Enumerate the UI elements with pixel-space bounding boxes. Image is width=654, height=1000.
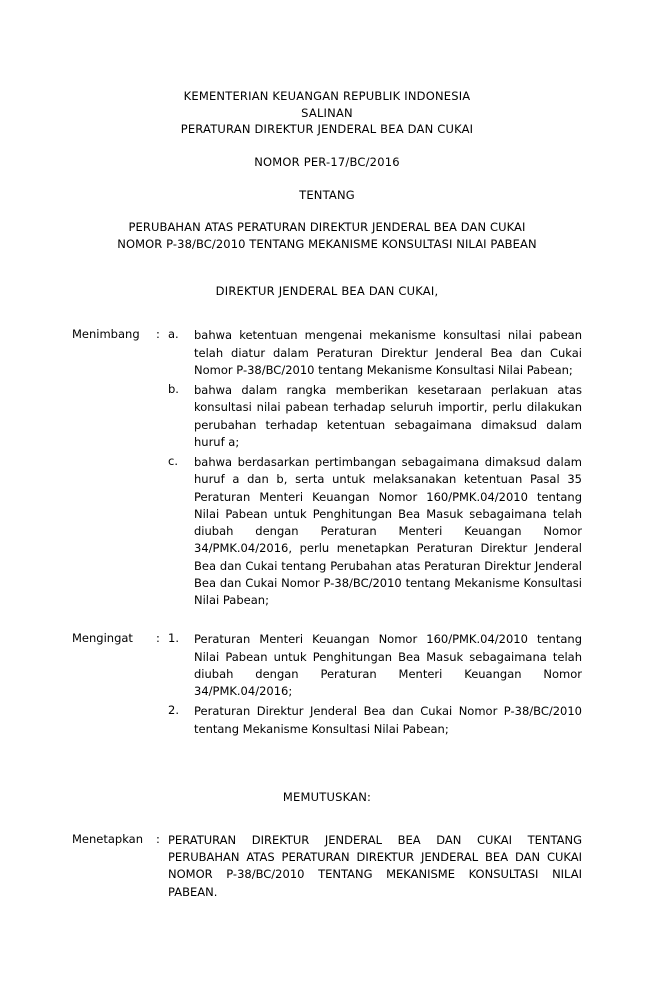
- spacer: [72, 203, 582, 219]
- spacer: [72, 299, 582, 321]
- regulation-number: NOMOR PER-17/BC/2016: [254, 155, 400, 170]
- remembering-item-1: [72, 631, 582, 703]
- considering-colon: :: [156, 327, 160, 342]
- spacer: [72, 609, 582, 625]
- spacer-cell: [72, 382, 156, 454]
- item-text: bahwa berdasarkan pertimbangan sebagaimana dimaksud dalam huruf a dan b, serta untuk melaksanakan ketentuan Pasal 35 Peraturan Menteri Keuangan Nomor 160/PMK.04/2010 tentang Nilai Pabean untuk Penghitungan Bea Masuk sebagaimana telah diubah dengan Peraturan Menteri Keuangan Nomor 34/PMK.04/2016, perlu menetapkan Peraturan Direktur Jenderal Bea dan Cukai tentang Perubahan atas Peraturan Direktur Jenderal Bea dan Cukai Nomor P-38/BC/2010 tentang Mekanisme Konsultasi Nilai Pabean;: [194, 455, 582, 608]
- spacer-cell: [72, 703, 156, 738]
- item-text: bahwa ketentuan mengenai mekanisme konsultasi nilai pabean telah diatur dalam Peraturan Direktur Jenderal Bea dan Cukai Nomor P-38/BC/2010 tentang Mekanisme Konsultasi Nilai Pabean;: [194, 328, 582, 377]
- item-marker: a.: [168, 327, 179, 342]
- considering-label: Menimbang: [72, 327, 140, 342]
- considering-item-c: [72, 454, 582, 609]
- considering-section: [72, 327, 582, 609]
- stipulating-section: [72, 832, 582, 901]
- regulation-title-line-1: PERUBAHAN ATAS PERATURAN DIREKTUR JENDERAL BEA DAN CUKAI: [128, 220, 526, 235]
- item-text: bahwa dalam rangka memberikan kesetaraan perlakuan atas konsultasi nilai pabean terhadap seluruh importir, perlu dilakukan perubahan terhadap ketentuan sebagaimana dimaksud dalam huruf a;: [194, 383, 582, 449]
- about-label: TENTANG: [299, 187, 355, 202]
- spacer-cell: [72, 454, 156, 609]
- document-header: [72, 88, 582, 299]
- spacer: [72, 804, 582, 832]
- spacer: [72, 138, 582, 154]
- copy-mark: SALINAN: [301, 105, 353, 120]
- spacer: [72, 738, 582, 790]
- item-marker: 2.: [168, 703, 179, 718]
- remembering-section: [72, 631, 582, 738]
- stipulating-label: Menetapkan: [72, 831, 144, 846]
- item-marker: b.: [168, 382, 179, 397]
- spacer: [72, 253, 582, 283]
- item-text: Peraturan Direktur Jenderal Bea dan Cukai Nomor P-38/BC/2010 tentang Mekanisme Konsultasi Nilai Pabean;: [194, 704, 582, 736]
- decision-heading: MEMUTUSKAN:: [282, 789, 372, 804]
- remembering-label: Mengingat: [72, 631, 133, 646]
- considering-item-a: [72, 327, 582, 382]
- item-marker: c.: [168, 454, 178, 469]
- considering-item-b: [72, 382, 582, 454]
- stipulating-colon: :: [156, 831, 160, 846]
- stipulating-text: PERATURAN DIREKTUR JENDERAL BEA DAN CUKAI TENTANG PERUBAHAN ATAS PERATURAN DIREKTUR JENDERAL BEA DAN CUKAI NOMOR P-38/BC/2010 TENTANG MEKANISME KONSULTASI NILAI PABEAN.: [168, 832, 582, 899]
- spacer-cell: [156, 454, 168, 609]
- issuer-title: DIREKTUR JENDERAL BEA DAN CUKAI,: [215, 283, 439, 298]
- stipulating-row: [72, 832, 582, 901]
- spacer-cell: [156, 382, 168, 454]
- item-text: Peraturan Menteri Keuangan Nomor 160/PMK.04/2010 tentang Nilai Pabean untuk Penghitungan Bea Masuk sebagaimana telah diubah dengan Peraturan Menteri Keuangan Nomor 34/PMK.04/2016;: [194, 632, 582, 699]
- spacer: [72, 171, 582, 187]
- remembering-colon: :: [156, 631, 160, 646]
- regulation-type: PERATURAN DIREKTUR JENDERAL BEA DAN CUKAI: [180, 122, 474, 137]
- regulation-title-line-2: NOMOR P-38/BC/2010 TENTANG MEKANISME KONSULTASI NILAI PABEAN: [117, 237, 537, 252]
- spacer-cell: [156, 703, 168, 738]
- ministry-name: KEMENTERIAN KEUANGAN REPUBLIK INDONESIA: [183, 89, 471, 103]
- remembering-item-2: [72, 703, 582, 738]
- item-marker: 1.: [168, 631, 179, 646]
